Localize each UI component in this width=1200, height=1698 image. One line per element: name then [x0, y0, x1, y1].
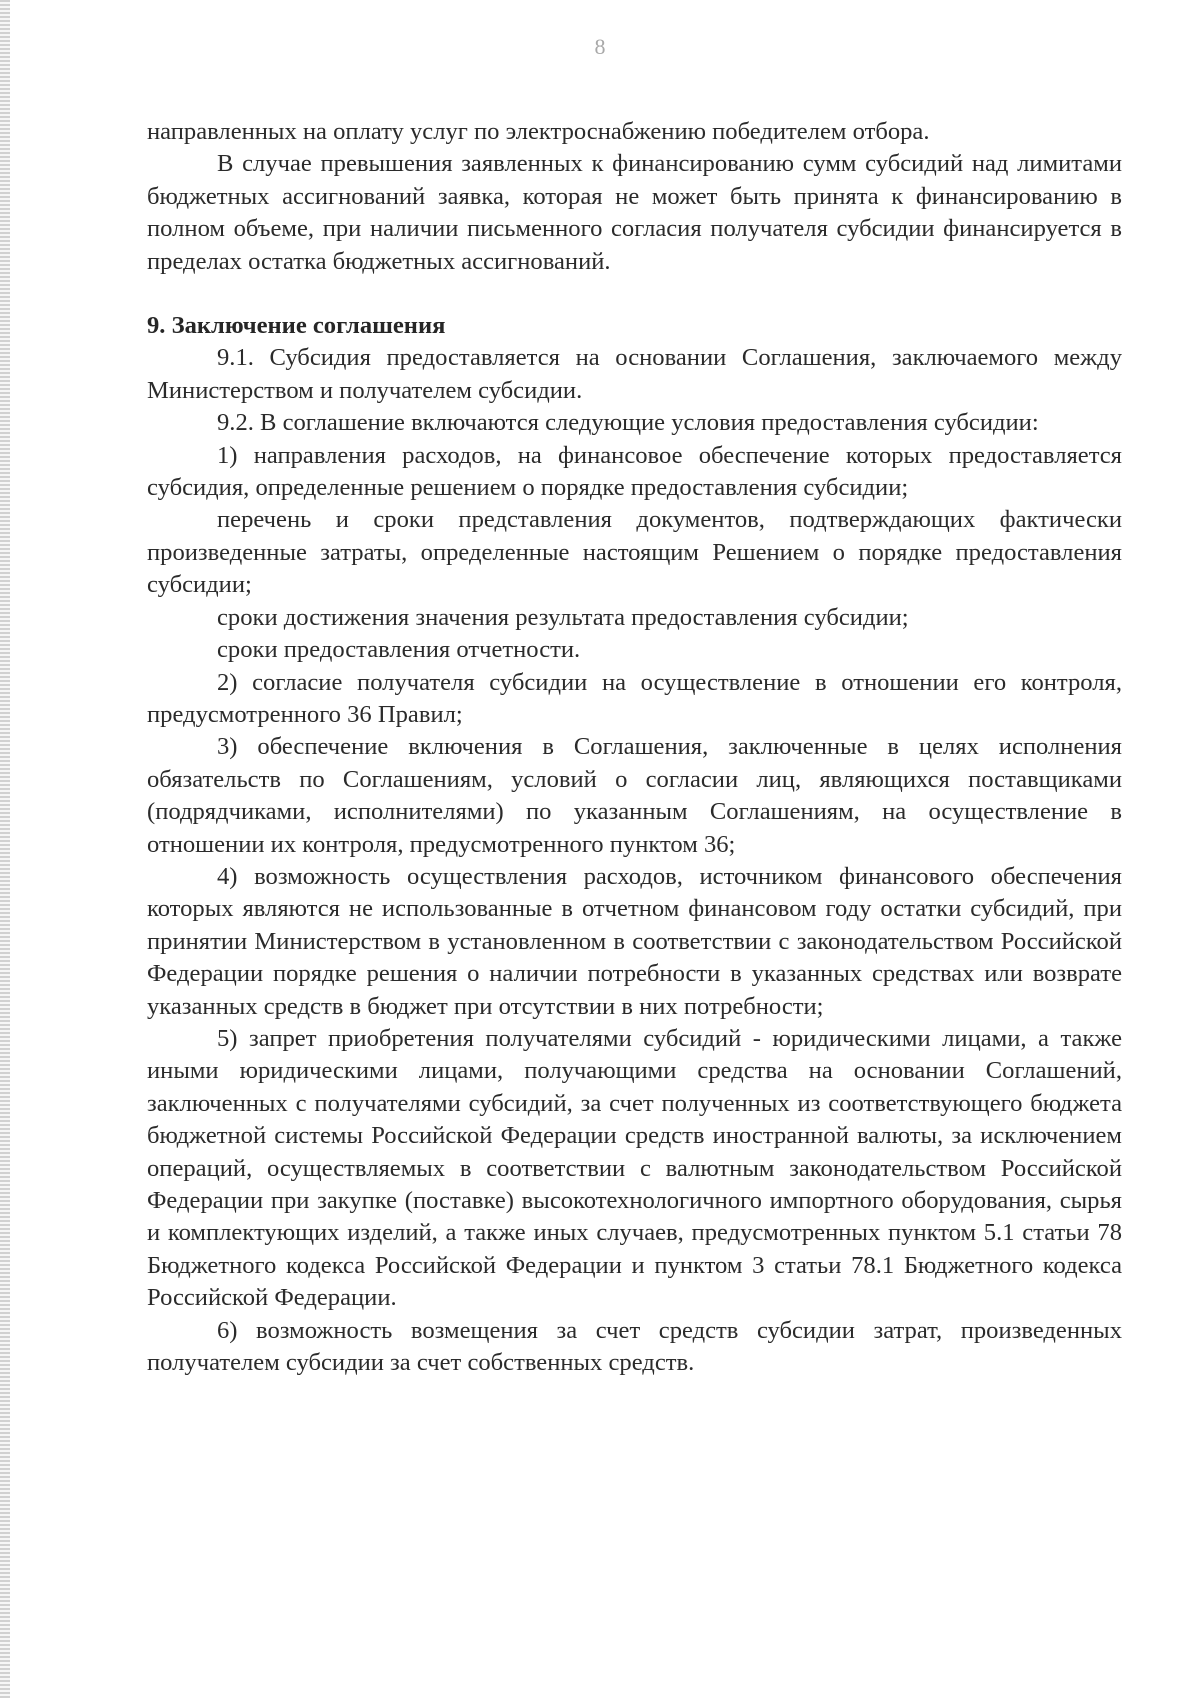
list-item-6: 6) возможность возмещения за счет средств субсидии затрат, произведенных получателем субсидии за счет собственных средств. [147, 1316, 1122, 1377]
list-item-1: 1) направления расходов, на финансовое обеспечение которых предоставляется субсидия, определенные решением о порядке предоставления субсидии; [147, 441, 1122, 502]
scan-edge-artifact [0, 0, 10, 1698]
list-item-4: 4) возможность осуществления расходов, источником финансового обеспечения которых являются не использованные в отчетном финансовом году остатки субсидий, при принятии Министерством в установленном в соответствии с законодательством Российской Федерации порядке решения о наличии потребности в указанных средствах или возврате указанных средств в бюджет при отсутствии в них потребности; [147, 862, 1122, 1020]
list-item-1-reporting-deadlines: сроки предоставления отчетности. [217, 636, 581, 664]
paragraph-9-1: 9.1. Субсидия предоставляется на основании Соглашения, заключаемого между Министерством и получателем субсидии. [147, 344, 1122, 404]
section-heading: 9. Заключение соглашения [147, 312, 446, 340]
paragraph-9-2: 9.2. В соглашение включаются следующие условия предоставления субсидии: [217, 409, 1039, 437]
list-item-5: 5) запрет приобретения получателями субсидий - юридическими лицами, а также иными юридическими лицами, получающими средства на основании Соглашений, заключенных с получателями субсидий, за счет полученных из соответствующего бюджета бюджетной системы Российской Федерации средств иностранной валюты, за исключением операций, осуществляемых в соответствии с валютным законодательством Российской Федерации при закупке (поставке) высокотехнологичного импортного оборудования, сырья и комплектующих изделий, а также иных случаев, предусмотренных пунктом 5.1 статьи 78 Бюджетного кодекса Российской Федерации и пунктом 3 статьи 78.1 Бюджетного кодекса Российской Федерации. [147, 1024, 1122, 1312]
list-item-1-result-deadlines: сроки достижения значения результата предоставления субсидии; [217, 603, 909, 631]
list-item-1-documents: перечень и сроки представления документов, подтверждающих фактически произведенные затраты, определенные настоящим Решением о порядке предоставления субсидии; [147, 506, 1122, 599]
list-item-2: 2) согласие получателя субсидии на осуществление в отношении его контроля, предусмотренного 36 Правил; [147, 668, 1122, 728]
document-body [147, 116, 1122, 1379]
list-item-3: 3) обеспечение включения в Соглашения, заключенные в целях исполнения обязательств по Соглашениям, условий о согласии лиц, являющихся поставщиками (подрядчиками, исполнителями) по указанным Соглашениям, на осуществление в отношении их контроля, предусмотренного пунктом 36; [147, 733, 1122, 858]
paragraph-budget-excess: В случае превышения заявленных к финансированию сумм субсидий над лимитами бюджетных ассигнований заявка, которая не может быть принята к финансированию в полном объеме, при наличии письменного согласия получателя субсидии финансируется в пределах остатка бюджетных ассигнований. [147, 150, 1122, 275]
paragraph-continuation: направленных на оплату услуг по электроснабжению победителем отбора. [147, 118, 930, 145]
page-number: 8 [594, 34, 606, 59]
